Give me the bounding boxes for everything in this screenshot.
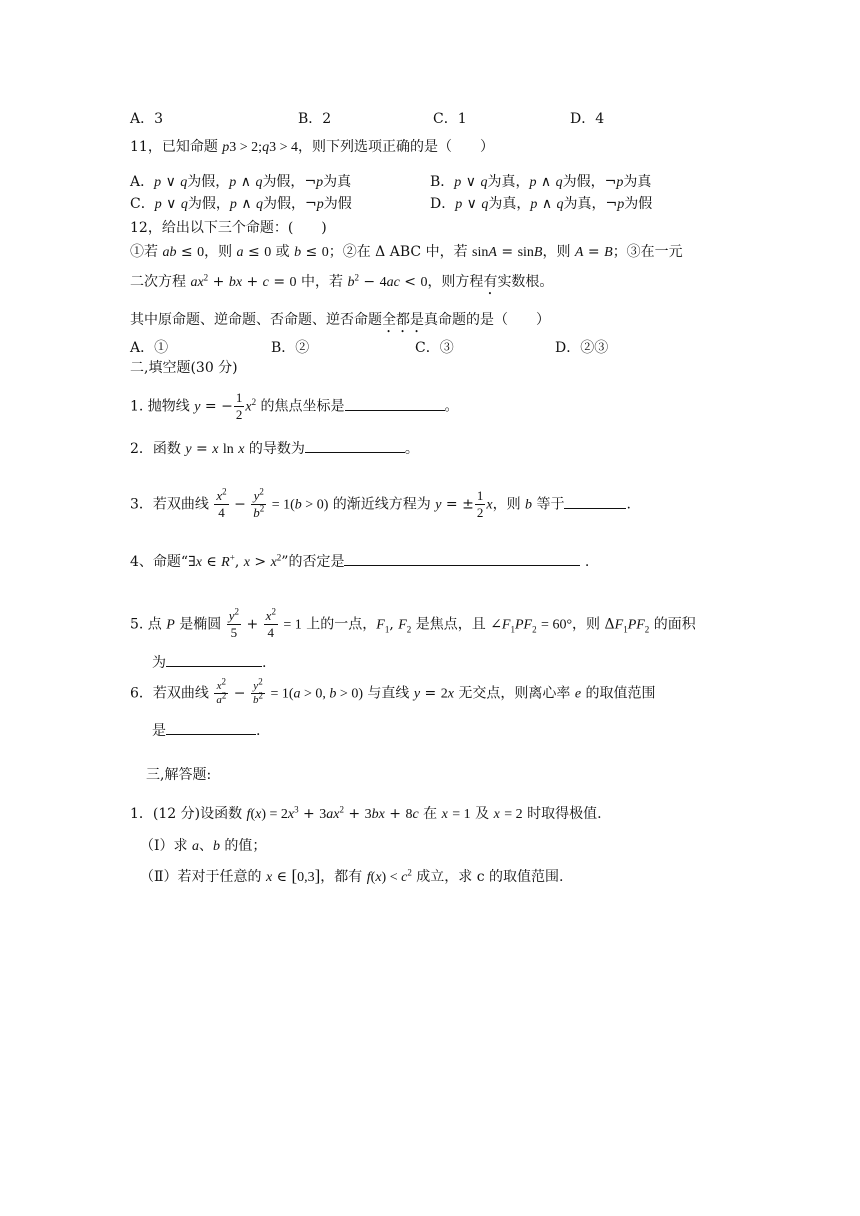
- fill-question-2: 2．函数 y = x ln x 的导数为 。: [130, 438, 419, 460]
- answer-blank[interactable]: [344, 551, 580, 566]
- solve-problem-1-part-i: （Ⅰ）求 a、b 的值；: [140, 838, 267, 854]
- fill-question-1: 1. 抛物线 y = − $\frac{1}{2}$ $x^2$ 的焦点坐标是 。: [130, 390, 459, 422]
- q12-title: 12，给出以下三个命题：( ): [130, 220, 327, 236]
- answer-blank[interactable]: [166, 720, 256, 735]
- answer-blank[interactable]: [305, 438, 405, 453]
- solve-problem-1: 1．(12 分)设函数 $f(x) = 2x^3 + 3ax^2 + 3bx + 8c$ 在 x = 1 及 x = 2 时取得极值.: [130, 804, 602, 822]
- q11-option-c: C．p ∨ q为假，p ∧ q为假，¬p为假: [130, 196, 352, 212]
- q10-option-c: C．1: [433, 111, 467, 127]
- answer-blank[interactable]: [564, 494, 626, 509]
- fill-section-header: 二,填空题(30 分): [130, 360, 238, 376]
- solve-problem-1-part-ii: （Ⅱ）若对于任意的 x ∈ [0,3]，都有 $f(x) < c^2$ 成立，求 c 的取值范围.: [140, 866, 564, 885]
- q11-option-a: A．p ∨ q为假，p ∧ q为假，¬p为真: [130, 174, 352, 190]
- q10-option-a: A．3: [130, 111, 164, 127]
- q12-option-c: C．③: [415, 340, 454, 356]
- fill-question-4: 4、命题“∃x ∈ R+, $x > x^2$”的否定是 .: [130, 552, 590, 570]
- answer-blank[interactable]: [166, 652, 262, 667]
- q10-option-d: D．4: [570, 111, 605, 127]
- q11-option-b: B．p ∨ q为真，p ∧ q为假，¬p为真: [430, 174, 652, 190]
- fill-question-5-cont: 为 .: [152, 652, 266, 673]
- answer-blank[interactable]: [345, 396, 445, 411]
- fill-question-3: 3．若双曲线 $\frac{x^2}{4}$ − $\frac{y^2}{b^2}$ = 1(b > 0) 的渐近线方程为 y = ± $\frac{1}{2}$ x，则 b 等于 .: [130, 486, 631, 520]
- solve-section-header: 三,解答题:: [146, 767, 212, 783]
- q12-statement-line1: ①若 ab ≤ 0，则 a ≤ 0 或 b ≤ 0；②在 Δ ABC 中，若 sinA = sinB，则 A = B；③在一元: [130, 244, 683, 260]
- q12-option-d: D．②③: [555, 340, 609, 356]
- q12-question: 其中原命题、逆命题、否命题、逆否命题全都是真命题的是（ ）: [130, 312, 550, 328]
- q12-option-a: A．①: [130, 340, 169, 356]
- fill-question-5: 5. 点 P 是椭圆 $\frac{y^2}{5}$ + $\frac{x^2}{4}$ = 1 上的一点，$F_1$, $F_2$ 是焦点，且 $\angle F_1PF_2 = 60^\circ$，则 $\Delta F_1PF_2$ 的面积: [130, 606, 696, 640]
- q11-stem: 11，已知命题 p3 > 2;q3 > 4，则下列选项正确的是（ ）: [130, 139, 494, 155]
- q12-statement-line2: 二次方程 $ax^2$ + bx + c = 0 中，若 $b^2 - 4ac < 0$，则方程有实数根。: [130, 272, 554, 290]
- q12-option-b: B．②: [271, 340, 310, 356]
- q11-option-d: D．p ∨ q为真，p ∧ q为真，¬p为假: [430, 196, 653, 212]
- fill-question-6-cont: 是 .: [152, 720, 260, 741]
- q10-option-b: B．2: [298, 111, 332, 127]
- fill-question-6: 6．若双曲线 $\frac{x^2}{a^2}$ − $\frac{y^2}{b^2}$ = 1(a > 0, b > 0) 与直线 y = 2x 无交点，则离心率 e 的取值范围: [130, 676, 656, 706]
